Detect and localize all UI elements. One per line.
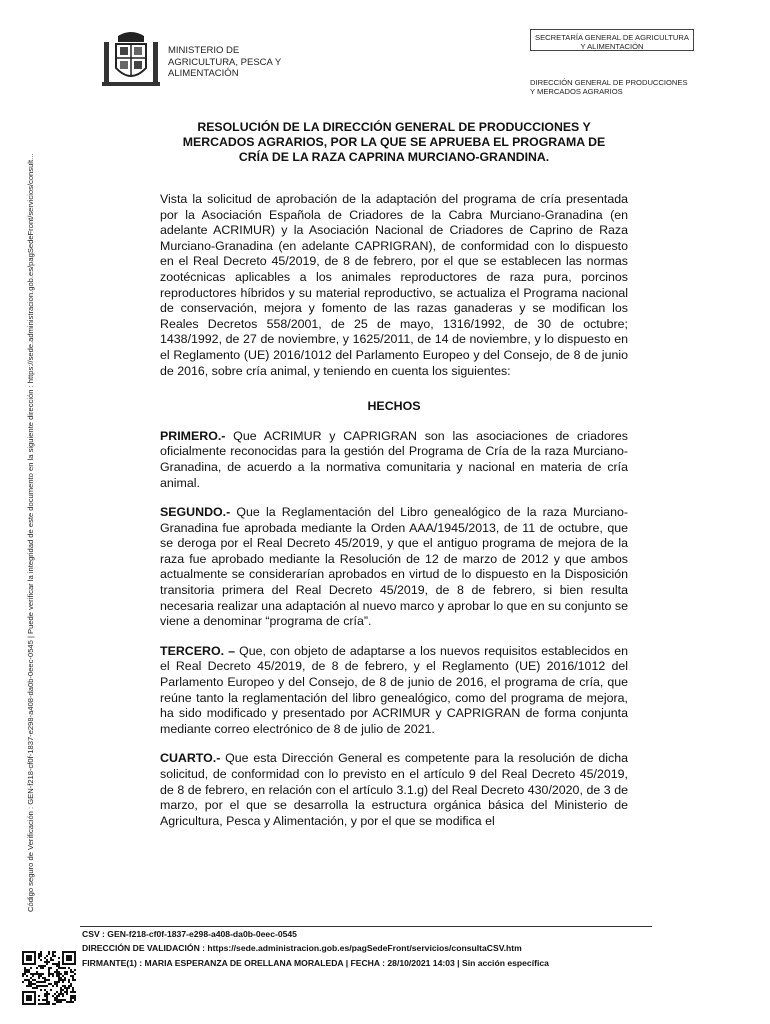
footer-signer: FIRMANTE(1) : MARIA ESPERANZA DE ORELLANA MORALEDA | FECHA : 28/10/2021 14:03 | Sin acción específica: [82, 958, 549, 968]
clause-label: CUARTO.-: [160, 751, 221, 766]
footer-csv: CSV : GEN-f218-cf0f-1837-e298-a408-da0b-0eec-0545: [82, 929, 297, 939]
title-line: RESOLUCIÓN DE LA DIRECCIÓN GENERAL DE PRODUCCIONES Y: [197, 120, 591, 134]
direccion-line: DIRECCIÓN GENERAL DE PRODUCCIONES: [530, 78, 688, 87]
clause-text: Que esta Dirección General es competente para la resolución de dicha solicitud, de conformidad con lo previsto en el artículo 9 del Real Decreto 45/2019, de 8 de febrero, en relación con el artículo 3.1.g) del Real Decreto 430/2020, de 3 de marzo, por el que se desarrolla la estructura orgánica básica del Ministerio de Agricultura, Pesca y Alimentación, y por el que se modifica el: [160, 751, 628, 828]
document-title: [160, 120, 628, 165]
document-body: [160, 192, 628, 843]
secretaria-line: SECRETARÍA GENERAL DE AGRICULTURA: [535, 33, 689, 42]
clause-text: Que, con objeto de adaptarse a los nuevos requisitos establecidos en el Real Decreto 45/2019, de 8 de febrero, y el Reglamento (UE) 2016/1012 del Parlamento Europeo y del Consejo, de 8 de junio de 2016, el programa de cría, que reúne tanto la reglamentación del libro genealógico, como del programa de mejora, ha sido modificado y presentado por ACRIMUR y CAPRIGRAN de forma conjunta mediante correo electrónico de 8 de julio de 2021.: [160, 643, 628, 736]
hechos-heading: HECHOS: [367, 399, 421, 414]
direccion-header: [530, 79, 688, 96]
direccion-line: Y MERCADOS AGRARIOS: [530, 86, 623, 96]
title-line: CRÍA DE LA RAZA CAPRINA MURCIANO-GRANDINA.: [238, 150, 550, 164]
clause-label: TERCERO. –: [160, 643, 236, 658]
secretaria-box: [530, 29, 694, 51]
title-line: MERCADOS AGRARIOS, POR LA QUE SE APRUEBA EL PROGRAMA DE: [182, 135, 606, 149]
clause-text: Que la Reglamentación del Libro genealógico de la raza Murciano-Granadina fue aprobada mediante la Orden AAA/1945/2013, de 11 de octubre, que se deroga por el Real Decreto 45/2019, y que el antiguo programa de mejora de la raza fue aprobado mediante la Resolución de 12 de marzo de 2012 y que ambos actualmente se considerarían aprobados en virtud de lo dispuesto en la Disposición transitoria primera del Real Decreto 45/2019, de 8 de febrero, si bien resulta necesaria realizar una adaptación al nuevo marco y aprobar lo que en su conjunto se viene a denominar “programa de cría”.: [160, 505, 628, 629]
clause-label: PRIMERO.-: [160, 428, 226, 443]
ministry-line: AGRICULTURA, PESCA Y: [168, 56, 282, 68]
qr-code-icon: [22, 951, 76, 1005]
intro-paragraph: Vista la solicitud de aprobación de la adaptación del programa de cría presentada por la Asociación Española de Criadores de la Cabra Murciano-Granadina (en adelante ACRIMUR) y la Asociación Nacional de Criadores de Caprino de Raza Murciano-Granadina (en adelante CAPRIGRAN), de conformidad con lo dispuesto en el Real Decreto 45/2019, de 8 de febrero, por el que se establecen las normas zootécnicas aplicables a los animales reproductores de raza pura, porcinos reproductores híbridos y su material reproductivo, se actualiza el Programa nacional de conservación, mejora y fomento de las razas ganaderas y se modifican los Reales Decretos 558/2001, de 25 de mayo, 1316/1992, de 30 de octubre; 1438/1992, de 27 de noviembre, y 1625/2011, de 14 de noviembre, y lo dispuesto en el Reglamento (UE) 2016/1012 del Parlamento Europeo y del Consejo, de 8 de junio de 2016, sobre cría animal, y teniendo en cuenta los siguientes:: [160, 192, 628, 378]
clause-segundo: [160, 505, 628, 630]
clause-cuarto: [160, 751, 628, 829]
clause-primero: [160, 429, 628, 491]
ministry-line: ALIMENTACIÓN: [168, 68, 239, 79]
verification-side-text: Código seguro de Verificación : GEN-f218-cf0f-1837-e298-a408-da0b-0eec-0545 | Puede verificar la integridad de este documento en la siguiente dirección : https://sede.administracion.gob.es/pagSedeFront/servicios/consult...: [26, 153, 35, 912]
footer-divider: [80, 926, 652, 927]
secretaria-line: Y ALIMENTACIÓN: [580, 41, 644, 51]
clause-text: Que ACRIMUR y CAPRIGRAN son las asociaciones de criadores oficialmente reconocidas para la gestión del Programa de Cría de la raza Murciano-Granadina, de acuerdo a la normativa comunitaria y nacional en materia de cría animal.: [160, 428, 628, 490]
footer-validation-url: DIRECCIÓN DE VALIDACIÓN : https://sede.administracion.gob.es/pagSedeFront/servicios/consultaCSV.htm: [82, 943, 522, 953]
ministry-name: [168, 45, 281, 80]
clause-label: SEGUNDO.-: [160, 505, 231, 520]
coat-of-arms-logo: [100, 30, 162, 90]
ministry-line: MINISTERIO DE: [168, 45, 240, 56]
clause-tercero: [160, 644, 628, 738]
